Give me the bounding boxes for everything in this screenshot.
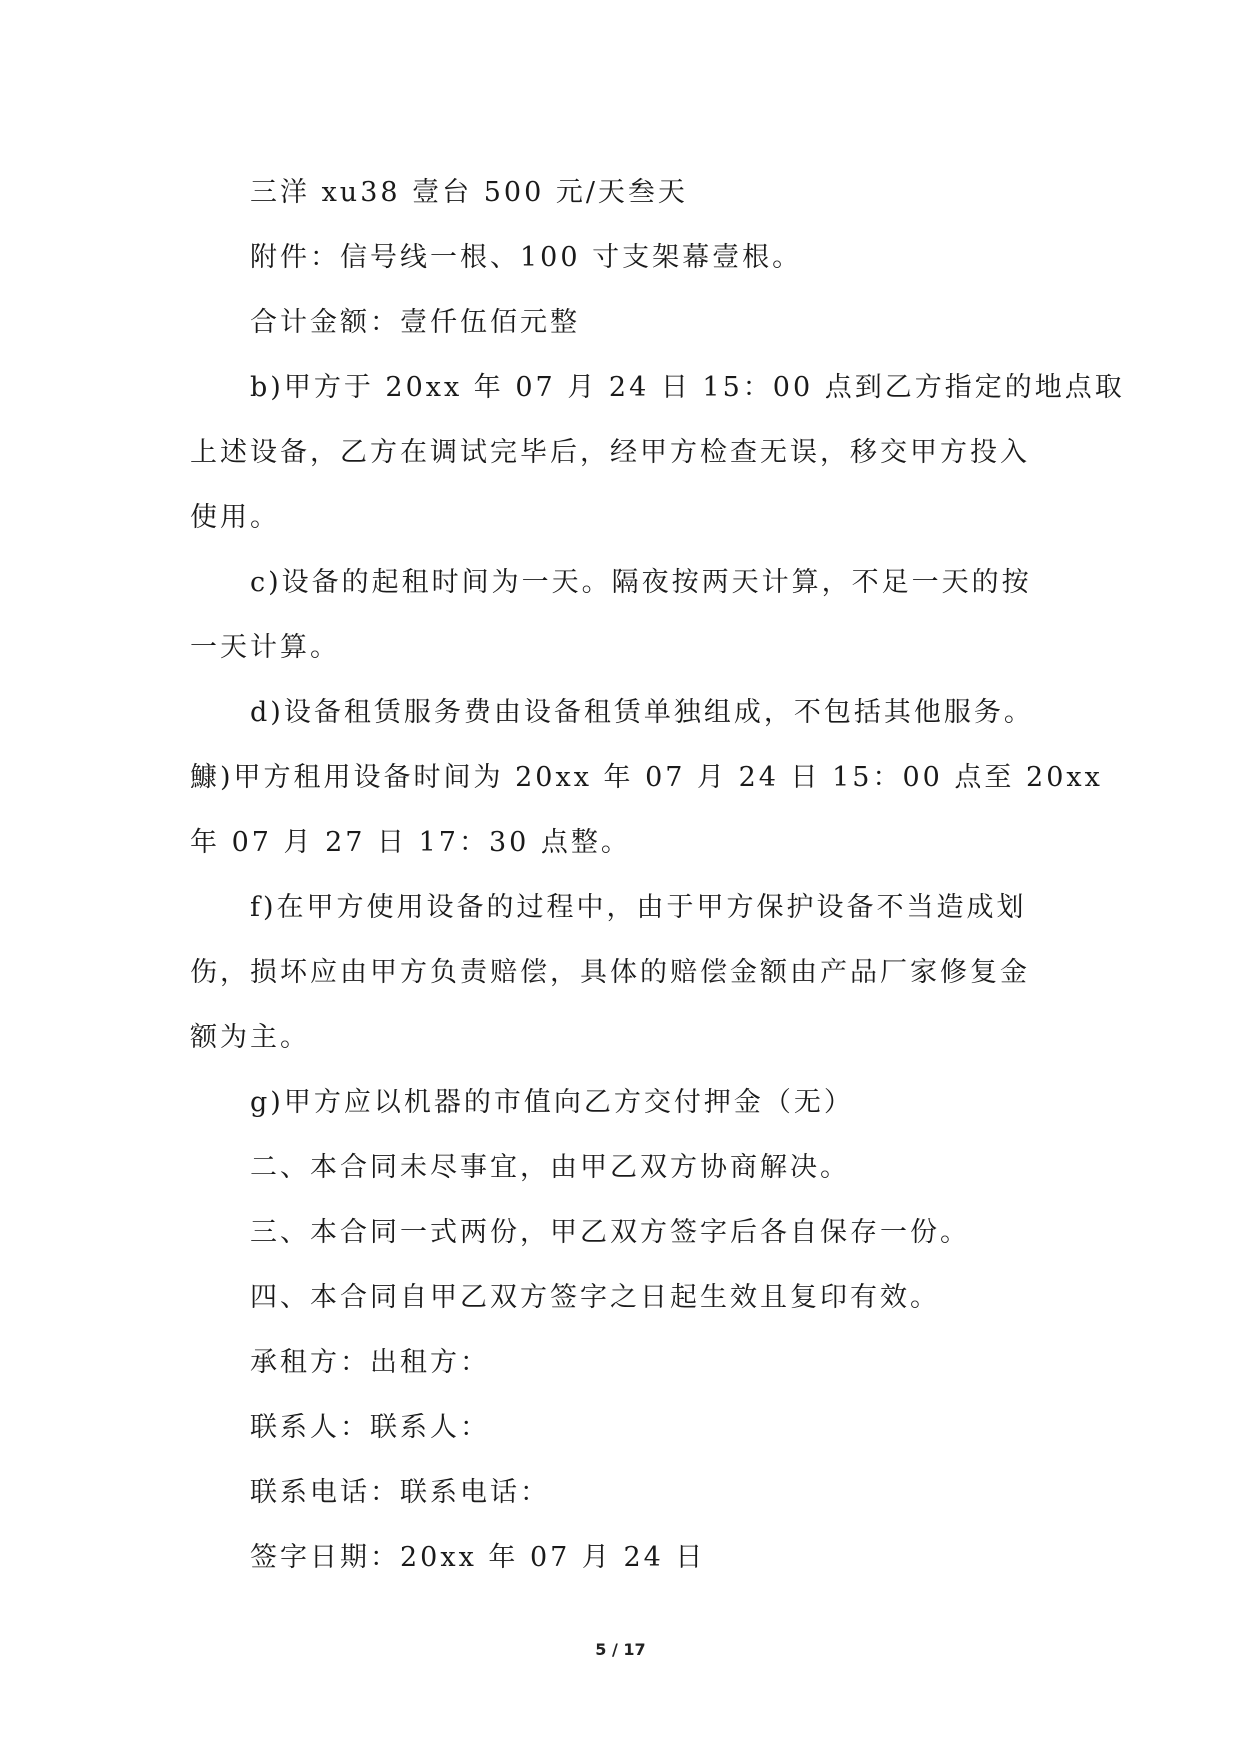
signing-date-line: 签字日期：20xx 年 07 月 24 日 [250, 1542, 706, 1573]
clause-b-line-2: 上述设备，乙方在调试完毕后，经甲方检查无误，移交甲方投入 [190, 437, 1030, 468]
clause-c-line-1: c)设备的起租时间为一天。隔夜按两天计算，不足一天的按 [250, 567, 1032, 598]
contact-phone-line: 联系电话：联系电话： [250, 1477, 550, 1508]
page-number: 5 / 17 [595, 1640, 646, 1659]
clause-e-line-2: 年 07 月 27 日 17：30 点整。 [190, 827, 631, 858]
clause-f-line-2: 伤，损坏应由甲方负责赔偿，具体的赔偿金额由产品厂家修复金 [190, 957, 1030, 988]
clause-b-line-3: 使用。 [190, 502, 280, 533]
clause-e-line-1: 鱇)甲方租用设备时间为 20xx 年 07 月 24 日 15：00 点至 20xx [190, 762, 1103, 793]
contact-person-line: 联系人：联系人： [250, 1412, 490, 1443]
clause-g-line: g)甲方应以机器的市值向乙方交付押金（无） [250, 1087, 854, 1118]
equipment-line: 三洋 xu38 壹台 500 元/天叁天 [250, 177, 688, 208]
clause-c-line-2: 一天计算。 [190, 632, 340, 663]
clause-f-line-3: 额为主。 [190, 1022, 310, 1053]
accessories-line: 附件：信号线一根、100 寸支架幕壹根。 [250, 242, 803, 273]
clause-d-line: d)设备租赁服务费由设备租赁单独组成，不包括其他服务。 [250, 697, 1034, 728]
clause-f-line-1: f)在甲方使用设备的过程中，由于甲方保护设备不当造成划 [250, 892, 1027, 923]
total-amount-line: 合计金额：壹仟伍佰元整 [250, 307, 580, 338]
article-three-line: 三、本合同一式两份，甲乙双方签字后各自保存一份。 [250, 1217, 970, 1248]
document-body [190, 160, 1125, 1590]
article-four-line: 四、本合同自甲乙双方签字之日起生效且复印有效。 [250, 1282, 940, 1313]
article-two-line: 二、本合同未尽事宜，由甲乙双方协商解决。 [250, 1152, 850, 1183]
clause-b-line-1: b)甲方于 20xx 年 07 月 24 日 15：00 点到乙方指定的地点取 [250, 372, 1125, 403]
parties-line: 承租方：出租方： [250, 1347, 490, 1378]
